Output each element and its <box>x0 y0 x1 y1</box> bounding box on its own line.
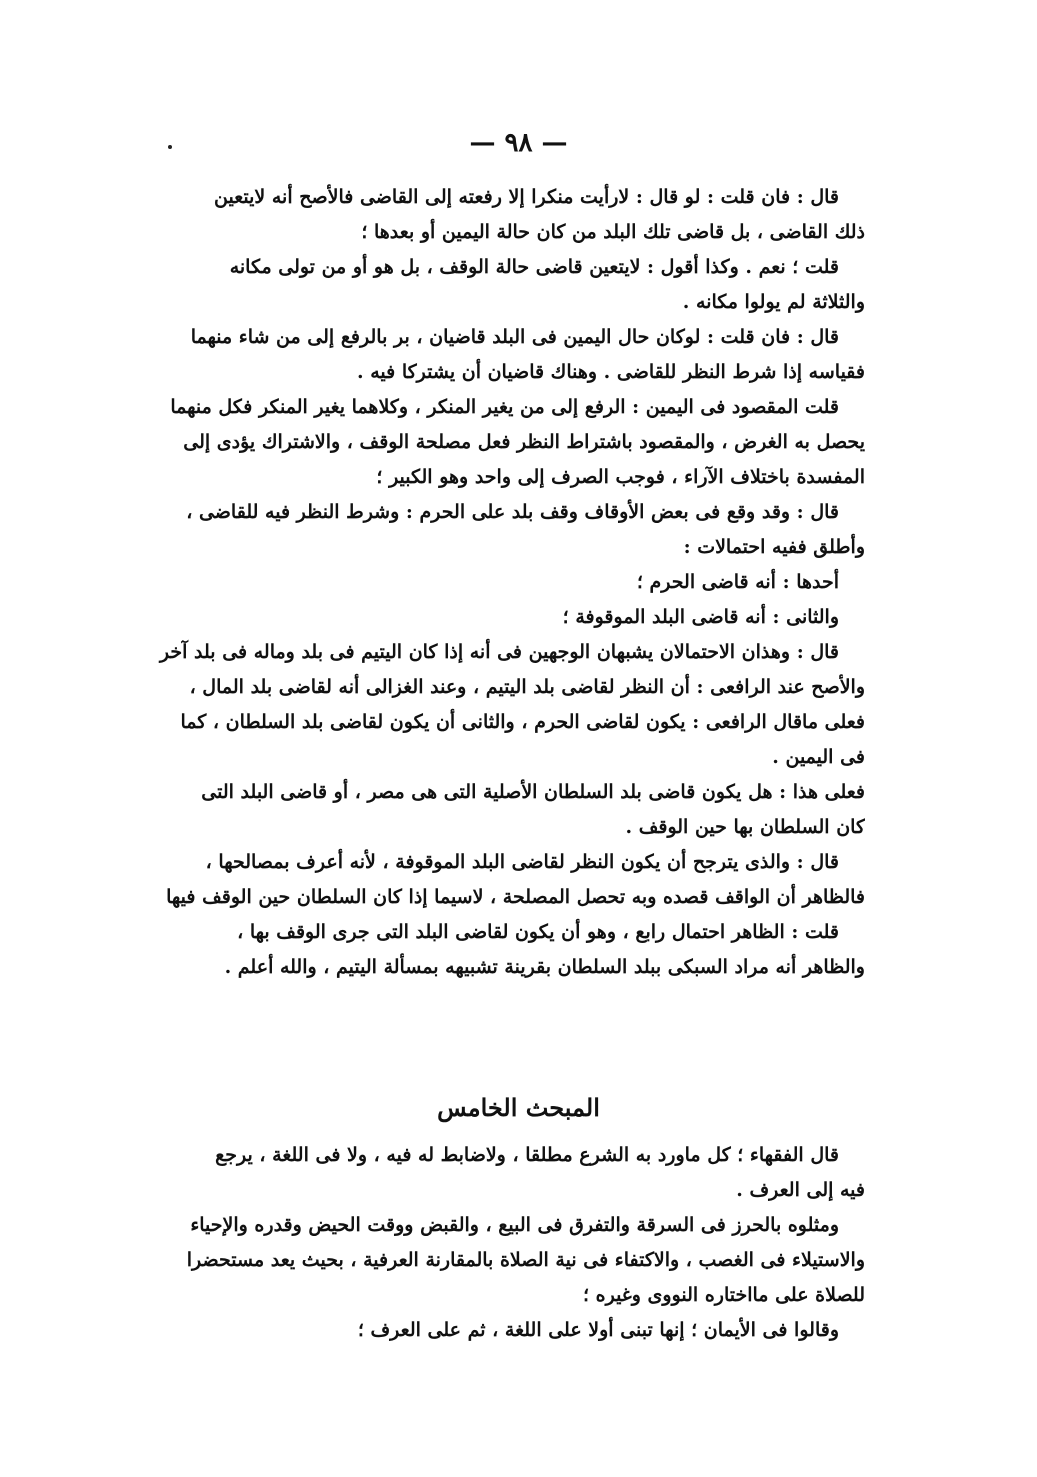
text-line: ومثلوه بالحرز فى السرقة والتفرق فى البيع ، والقبض ووقت الحيض وقدره والإحياء <box>190 1214 839 1236</box>
text-block-1 <box>150 180 865 985</box>
text-line: للصلاة على مااختاره النووى وغيره ؛ <box>582 1284 865 1306</box>
text-line: ذلك القاضى ، بل قاضى تلك البلد من كان حالة اليمين أو بعدها ؛ <box>361 221 865 243</box>
text-line: المفسدة باختلاف الآراء ، فوجب الصرف إلى واحد وهو الكبير ؛ <box>376 466 865 488</box>
text-line: وأطلق ففيه احتمالات : <box>683 536 865 558</box>
text-line: قلت المقصود فى اليمين : الرفع إلى من يغير المنكر ، وكلاهما يغير المنكر فكل منهما <box>170 396 839 418</box>
text-line: والأصح عند الرافعى : أن النظر لقاضى بلد اليتيم ، وعند الغزالى أنه لقاضى بلد المال ، <box>189 676 865 698</box>
text-line: قال : فان قلت : لوكان حال اليمين فى البلد قاضيان ، بر بالرفع إلى من شاء منهما <box>190 326 839 348</box>
text-line: فعلى هذا : هل يكون قاضى بلد السلطان الأصلية التى هى مصر ، أو قاضى البلد التى <box>201 781 865 803</box>
text-line: فعلى ماقال الرافعى : يكون لقاضى الحرم ، والثانى أن يكون لقاضى بلد السلطان ، كما <box>180 711 865 733</box>
text-line: قلت : الظاهر احتمال رابع ، وهو أن يكون لقاضى البلد التى جرى الوقف بها ، <box>237 921 839 943</box>
text-line: فالظاهر أن الواقف قصده وبه تحصل المصلحة ، لاسيما إذا كان السلطان حين الوقف فيها <box>166 886 865 908</box>
text-line: أحدها : أنه قاضى الحرم ؛ <box>636 571 839 593</box>
text-line: قال : وقد وقع فى بعض الأوقاف وقف بلد على الحرم : وشرط النظر فيه للقاضى ، <box>186 501 839 523</box>
text-block-2 <box>150 1138 865 1348</box>
text-line: والاستيلاء فى الغصب ، والاكتفاء فى نية الصلاة بالمقارنة العرفية ، بحيث يعد مستحضرا <box>186 1249 865 1271</box>
text-line: قال : فان قلت : لو قال : لارأيت منكرا إلا رفعته إلى القاضى فالأصح أنه لايتعين <box>214 186 839 208</box>
text-line: قال : وهذان الاحتمالان يشبهان الوجهين فى أنه إذا كان اليتيم فى بلد وماله فى بلد آخر <box>159 641 839 663</box>
margin-dot <box>168 145 172 149</box>
text-line: فقياسه إذا شرط النظر للقاضى . وهناك قاضيان أن يشتركا فيه . <box>356 361 865 383</box>
text-line: والثانى : أنه قاضى البلد الموقوفة ؛ <box>562 606 839 628</box>
text-line: وقالوا فى الأيمان ؛ إنها تبنى أولا على اللغة ، ثم على العرف ؛ <box>357 1319 839 1341</box>
text-line: قال : والذى يترجح أن يكون النظر لقاضى البلد الموقوفة ، لأنه أعرف بمصالحها ، <box>205 851 839 873</box>
section-heading: المبحث الخامس <box>437 1093 600 1122</box>
text-line: قلت ؛ نعم . وكذا أقول : لايتعين قاضى حالة الوقف ، بل هو أو من تولى مكانه <box>229 256 839 278</box>
text-line: يحصل به الغرض ، والمقصود باشتراط النظر فعل مصلحة الوقف ، والاشتراك يؤدى إلى <box>183 431 865 453</box>
text-line: والظاهر أنه مراد السبكى ببلد السلطان بقرينة تشبيهه بمسألة اليتيم ، والله أعلم . <box>224 956 865 978</box>
text-line: قال الفقهاء ؛ كل ماورد به الشرع مطلقا ، ولاضابط له فيه ، ولا فى اللغة ، يرجع <box>215 1144 839 1166</box>
page-number: — ٩٨ — <box>469 128 568 158</box>
text-line: كان السلطان بها حين الوقف . <box>625 816 865 838</box>
text-line: والثلاثة لم يولوا مكانه . <box>682 291 865 313</box>
text-line: فيه إلى العرف . <box>736 1179 865 1201</box>
text-line: فى اليمين . <box>772 746 865 768</box>
